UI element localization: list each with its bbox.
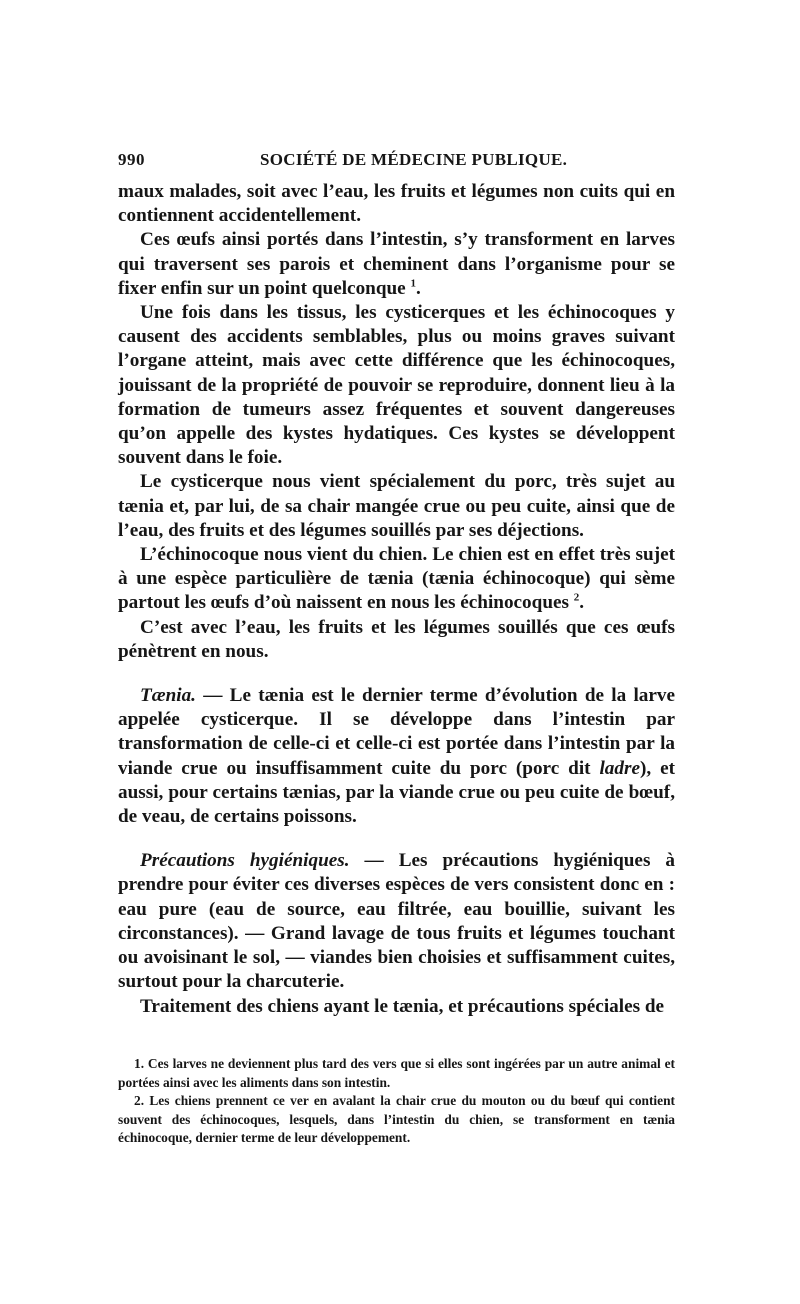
page-number: 990 xyxy=(118,150,145,169)
section-taenia xyxy=(118,684,675,829)
body-text xyxy=(118,180,675,1019)
paragraph xyxy=(118,470,675,543)
footnotes xyxy=(118,1055,675,1148)
paragraph-text: Traitement des chiens ayant le tænia, et précautions spéciales de xyxy=(140,995,665,1017)
paragraph xyxy=(118,180,675,228)
page-header xyxy=(118,150,678,174)
paragraph xyxy=(118,301,675,470)
paragraph-text: . xyxy=(416,277,421,299)
paragraph-text: Ces œufs ainsi portés dans l’intestin, s’y transforment en larves qui traversent ses parois et cheminent dans l’organisme pour se fixer enfin sur un point quelconque xyxy=(118,229,675,299)
section-heading: Tænia. xyxy=(140,685,196,707)
section-heading: Précautions hygiéniques. xyxy=(140,850,350,872)
paragraph-text: Une fois dans les tissus, les cysticerques et les échinocoques y causent des accidents semblables, plus ou moins graves suivant l’organe atteint, mais avec cette différence que les échinocoques, jouissant de la propriété de pouvoir se reproduire, donnent lieu à la formation de tumeurs assez fréquentes et souvent dangereuses qu’on appelle des kystes hydatiques. Ces kystes se développent souvent dans le foie. xyxy=(118,302,675,469)
paragraph-text: L’échinocoque nous vient du chien. Le chien est en effet très sujet à une espèce particulière de tænia (tænia échinocoque) qui sème partout les œufs d’où naissent en nous les échinocoques xyxy=(118,544,675,614)
paragraph-text: — Le tænia est le dernier terme d’évolution de la larve appelée cysticerque. Il se développe dans l’intestin par transformation de celle-ci et celle-ci est portée dans l’intestin par la viande crue ou insuffisamment cuite du porc (porc dit xyxy=(118,685,675,779)
running-title: SOCIÉTÉ DE MÉDECINE PUBLIQUE. xyxy=(260,150,568,169)
footnote-2: 2. Les chiens prennent ce ver en avalant la chair crue du mouton ou du bœuf qui contient souvent des échinocoques, lesquels, dans l’intestin du chien, se transforment en tænia échinocoque, dernier terme de leur développement. xyxy=(118,1093,675,1146)
paragraph-text: . xyxy=(579,592,585,614)
footnote-ref: 1 xyxy=(410,277,416,290)
paragraph-text: — Les précautions hygiéniques à prendre pour éviter ces diverses espèces de vers consistent donc en : eau pure (eau de source, eau filtrée, eau bouillie, suivant les circonstances). — Grand lavage de tous fruits et légumes touchant ou avoisinant le sol, — viandes bien choisies et suffisamment cuites, surtout pour la charcuterie. xyxy=(118,850,675,993)
footnote-ref: 2 xyxy=(573,592,580,605)
paragraph xyxy=(118,616,675,664)
paragraph-text: maux malades, soit avec l’eau, les fruits et légumes non cuits qui en contiennent accidentellement. xyxy=(118,181,675,227)
section-precautions xyxy=(118,849,675,994)
paragraph-text: C’est avec l’eau, les fruits et les légumes souillés que ces œufs pénètrent en nous. xyxy=(118,616,675,662)
paragraph xyxy=(118,543,675,616)
paragraph-text: ), et aussi, pour certains tænias, par la viande crue ou peu cuite de bœuf, de veau, de certains poissons. xyxy=(118,757,675,828)
italic-term: ladre xyxy=(599,757,640,779)
paragraph-text: Le cysticerque nous vient spécialement du porc, très sujet au tænia et, par lui, de sa chair mangée crue ou peu cuite, ainsi que de l’eau, des fruits et des légumes souillés par ses déjections. xyxy=(118,471,675,541)
footnote-1: 1. Ces larves ne deviennent plus tard des vers que si elles sont ingérées par un autre animal et portées ainsi avec les aliments dans son intestin. xyxy=(118,1056,675,1090)
paragraph xyxy=(118,995,675,1019)
paragraph xyxy=(118,228,675,301)
